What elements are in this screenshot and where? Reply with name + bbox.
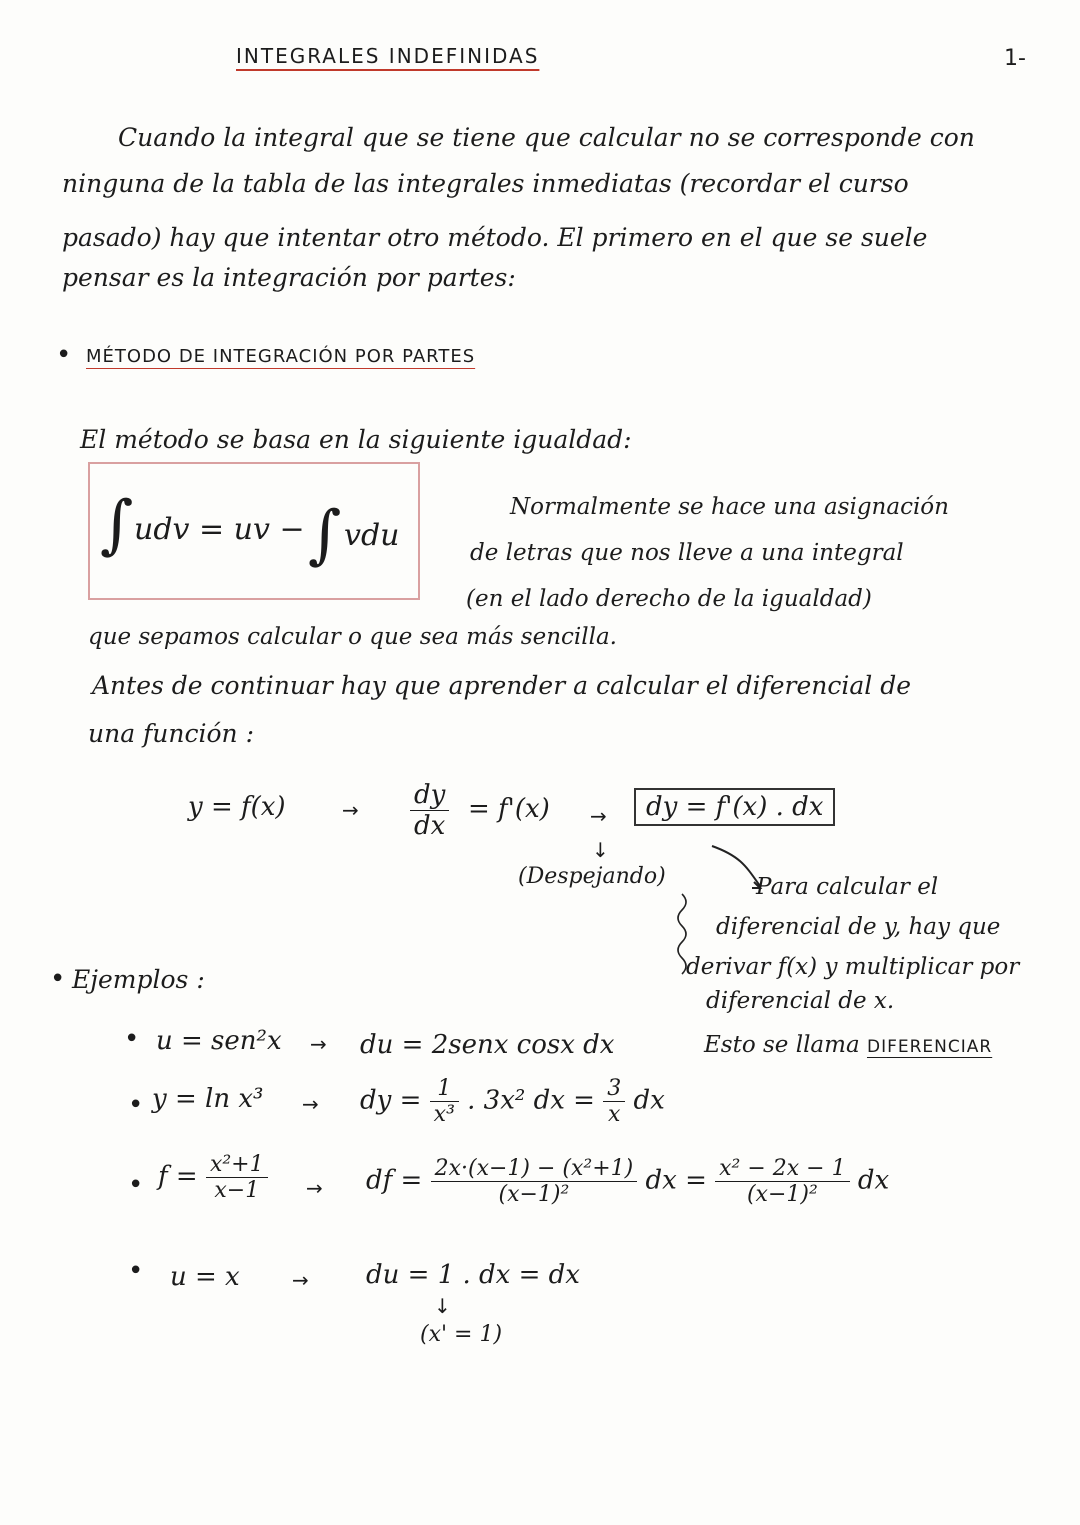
dy-boxed: dy = f'(x) . dx <box>634 788 835 826</box>
differential-line-1: Antes de continuar hay que aprender a calcular el diferencial de <box>92 671 912 700</box>
example-3-lhs-den: x−1 <box>214 1178 260 1203</box>
example-2-rhs-c: dx <box>633 1085 665 1116</box>
example-3-frac2-num: x² − 2x − 1 <box>715 1156 849 1182</box>
example-4-rhs: du = 1 . dx = dx <box>366 1260 580 1290</box>
example-1-arrow: → <box>310 1032 327 1056</box>
example-2-rhs-b: . 3x² dx = <box>467 1085 595 1116</box>
example-4-arrow: → <box>292 1268 309 1292</box>
example-4-lhs: u = x <box>170 1262 240 1292</box>
page-number: 1- <box>1004 46 1026 71</box>
explain-line-3: derivar f(x) y multiplicar por <box>686 954 1020 980</box>
intro-line-4: pensar es la integración por partes: <box>62 263 516 292</box>
arrow-1: → <box>342 798 359 822</box>
example-2-frac2-den: x <box>607 1102 621 1127</box>
examples-bullet: • <box>50 964 66 994</box>
explain-line-4: diferencial de x. <box>706 988 895 1014</box>
example-3-lhs-num: x²+1 <box>206 1152 268 1178</box>
method-note-1: Normalmente se hace una asignación <box>510 494 949 520</box>
integral-sign-left: ∫ <box>100 488 134 562</box>
example-2-frac1-num: 1 <box>430 1076 459 1102</box>
dy-over-dx <box>410 780 449 841</box>
method-intro: El método se basa en la siguiente igualdad: <box>80 425 632 454</box>
example-3-rhs <box>366 1156 889 1207</box>
example-3-rhs-a: df = <box>366 1165 423 1196</box>
example-2-bullet: • <box>128 1090 144 1120</box>
dx-denominator: dx <box>414 811 446 841</box>
page-title: INTEGRALES INDEFINIDAS <box>236 44 540 68</box>
example-1-rhs: du = 2senx cosx dx <box>360 1030 615 1060</box>
example-1-bullet: • <box>124 1024 140 1054</box>
example-3-rhs-b: dx = <box>645 1165 707 1196</box>
example-3-frac1-den: (x−1)² <box>498 1182 570 1207</box>
examples-heading: Ejemplos : <box>72 965 205 994</box>
example-3-frac2-den: (x−1)² <box>746 1182 818 1207</box>
intro-line-2: ninguna de la tabla de las integrales inmediatas (recordar el curso <box>62 169 909 198</box>
intro-line-3: pasado) hay que intentar otro método. El primero en el que se suele <box>62 223 928 252</box>
dy-numerator: dy <box>410 780 449 811</box>
differential-line-2: una función : <box>88 719 255 748</box>
integral-sign-right: ∫ <box>308 498 342 572</box>
section-bullet: • <box>56 340 72 370</box>
down-arrow-despejando: ↓ <box>592 838 609 862</box>
explain-line-5 <box>704 1028 992 1064</box>
section-heading: MÉTODO DE INTEGRACIÓN POR PARTES <box>86 346 476 367</box>
example-2-rhs-a: dy = <box>360 1085 422 1116</box>
diferenciar-term: DIFERENCIAR <box>866 1037 993 1057</box>
example-4-down-arrow: ↓ <box>434 1294 451 1318</box>
example-3-frac1-num: 2x·(x−1) − (x²+1) <box>431 1156 638 1182</box>
example-2-arrow: → <box>302 1092 319 1116</box>
example-4-bullet: • <box>128 1256 144 1286</box>
example-2-frac1-den: x³ <box>433 1102 455 1127</box>
explain-line-1: Para calcular el <box>756 874 939 900</box>
method-note-3: (en el lado derecho de la igualdad) <box>466 586 872 612</box>
explain-line-2: diferencial de y, hay que <box>716 914 1001 940</box>
arrow-2: → <box>590 804 607 828</box>
formula-right: vdu <box>344 518 400 553</box>
method-note-2: de letras que nos lleve a una integral <box>470 540 904 566</box>
y-equals-fx: y = f(x) <box>188 792 286 822</box>
example-3-lhs-a: f = <box>158 1161 198 1192</box>
example-3-lhs <box>158 1152 268 1203</box>
example-3-rhs-c: dx <box>857 1165 890 1196</box>
eq-fprime: = f'(x) <box>468 794 550 824</box>
example-3-bullet: • <box>128 1170 144 1200</box>
formula-left: udv = uv − <box>134 512 305 547</box>
method-note-4: que sepamos calcular o que sea más sencilla. <box>88 624 617 650</box>
example-2-frac2-num: 3 <box>603 1076 625 1102</box>
example-3-arrow: → <box>306 1176 323 1200</box>
despejando-label: (Despejando) <box>518 864 666 889</box>
example-2-lhs: y = ln x³ <box>152 1084 264 1114</box>
intro-line-1: Cuando la integral que se tiene que calcular no se corresponde con <box>118 123 975 152</box>
example-4-note: (x' = 1) <box>420 1322 503 1347</box>
example-2-rhs <box>360 1076 665 1127</box>
explain-line-5-prefix: Esto se llama <box>704 1032 860 1058</box>
example-1-lhs: u = sen²x <box>156 1026 282 1056</box>
